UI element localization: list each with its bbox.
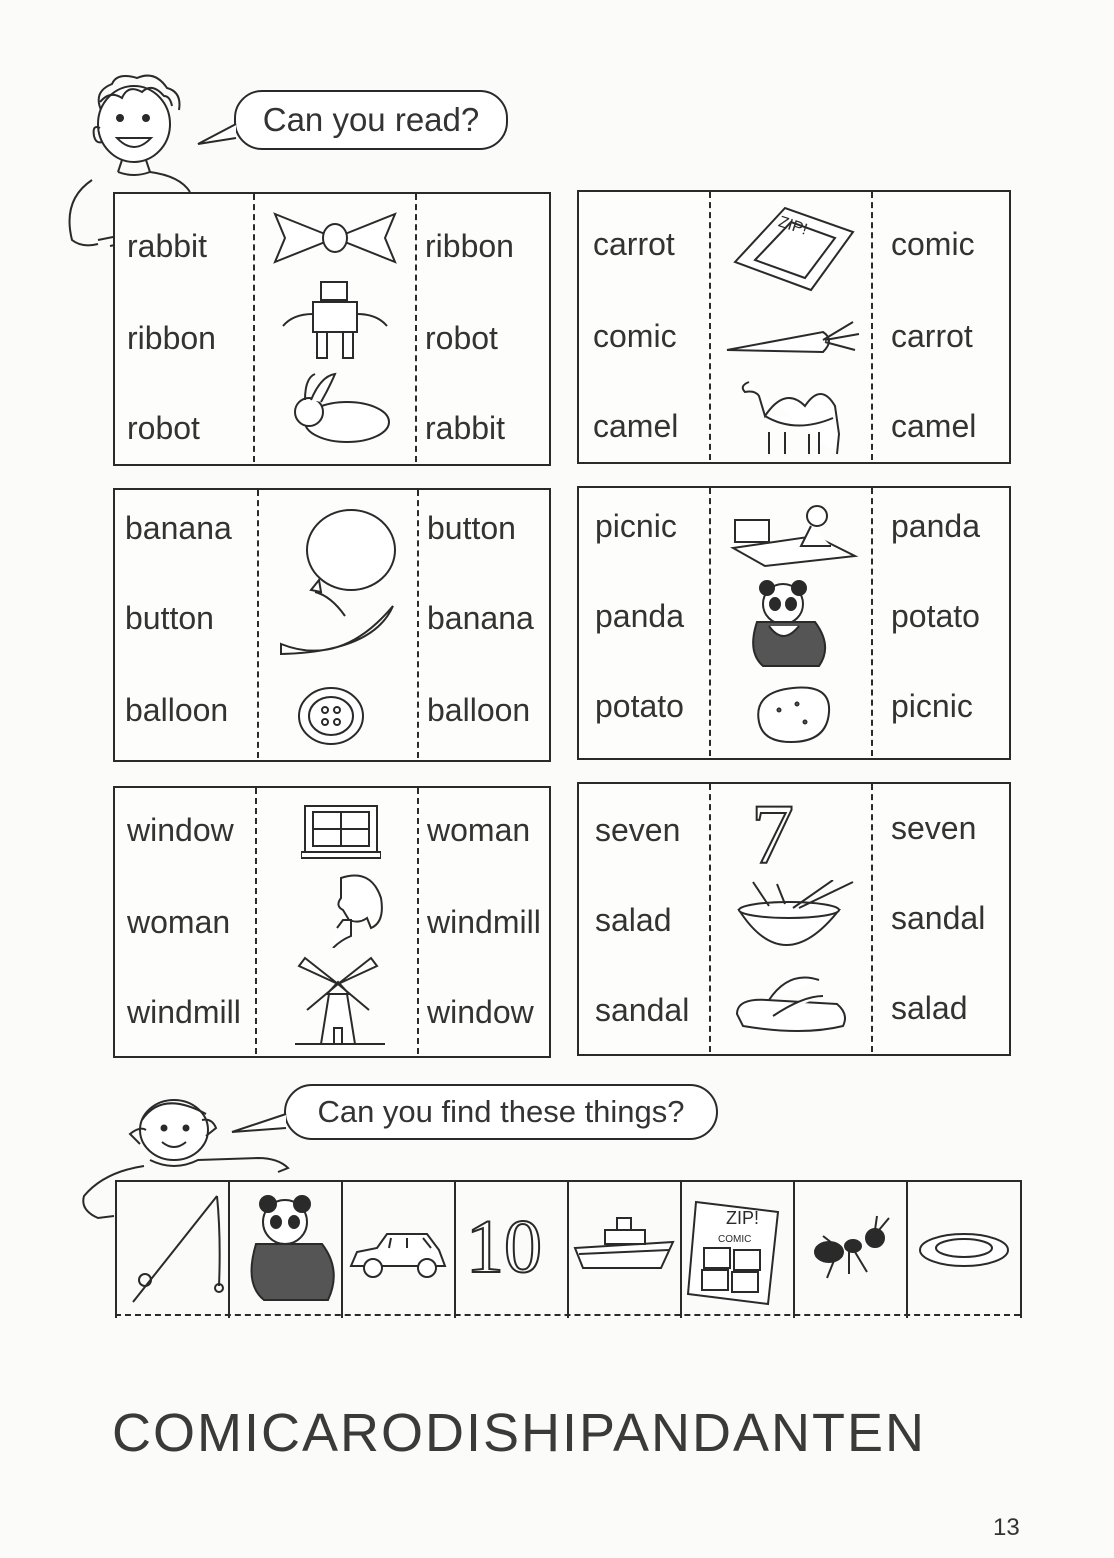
right-word[interactable]: balloon	[427, 692, 531, 728]
button-icon	[295, 684, 367, 748]
fishing-rod-icon	[117, 1182, 227, 1312]
left-word[interactable]: seven	[595, 812, 681, 848]
strip-cell[interactable]	[456, 1182, 569, 1318]
left-word[interactable]: camel	[593, 408, 679, 444]
left-word[interactable]: sandal	[595, 992, 690, 1028]
right-word[interactable]: rabbit	[425, 410, 506, 446]
word-card-2	[577, 190, 1011, 464]
right-word[interactable]: button	[427, 510, 516, 546]
word-card-1	[113, 192, 551, 466]
strip-cell[interactable]	[908, 1182, 1020, 1318]
left-word[interactable]: balloon	[125, 692, 229, 728]
right-word[interactable]: potato	[891, 598, 980, 634]
panda-icon	[729, 576, 839, 672]
window-icon	[301, 802, 381, 862]
right-word[interactable]: carrot	[891, 318, 973, 354]
sandal-icon	[729, 970, 859, 1036]
right-word[interactable]: sandal	[891, 900, 986, 936]
right-word[interactable]: salad	[891, 990, 968, 1026]
banana-icon	[271, 602, 401, 666]
ten-icon: 10	[466, 1205, 542, 1289]
divider	[417, 788, 419, 1054]
woman-icon	[311, 868, 391, 948]
comic-title: ZIP!	[776, 213, 810, 239]
right-word[interactable]: window	[427, 994, 534, 1030]
divider	[709, 784, 711, 1052]
left-word[interactable]: ribbon	[127, 320, 216, 356]
car-icon	[343, 1182, 453, 1312]
divider	[253, 194, 255, 462]
left-word[interactable]: banana	[125, 510, 232, 546]
left-word[interactable]: carrot	[593, 226, 675, 262]
ribbon-icon	[265, 208, 405, 268]
comic-icon	[682, 1182, 792, 1312]
picture-strip	[115, 1180, 1022, 1318]
comic-title: ZIP!	[726, 1208, 760, 1228]
right-word[interactable]: camel	[891, 408, 977, 444]
ant-icon	[795, 1182, 905, 1312]
left-word[interactable]: window	[127, 812, 234, 848]
speech-bubble-find: Can you find these things?	[284, 1084, 718, 1140]
right-word[interactable]: picnic	[891, 688, 973, 724]
right-word[interactable]: robot	[425, 320, 498, 356]
right-word[interactable]: panda	[891, 508, 980, 544]
salad-icon	[729, 880, 859, 960]
seven-icon: 7	[751, 786, 794, 882]
bubble-tail	[230, 1108, 288, 1138]
left-word[interactable]: button	[125, 600, 214, 636]
picnic-icon	[725, 498, 861, 568]
strip-cell[interactable]	[569, 1182, 682, 1318]
comic-sub: COMIC	[718, 1234, 752, 1245]
divider	[871, 488, 873, 756]
divider	[709, 192, 711, 460]
divider	[709, 488, 711, 756]
divider	[257, 490, 259, 758]
ship-icon	[569, 1182, 679, 1312]
word-card-6	[577, 782, 1011, 1056]
word-card-4	[577, 486, 1011, 760]
right-word[interactable]: seven	[891, 810, 977, 846]
left-word[interactable]: potato	[595, 688, 684, 724]
right-word[interactable]: woman	[427, 812, 531, 848]
strip-cell[interactable]	[682, 1182, 795, 1318]
panda-icon	[230, 1182, 340, 1312]
word-card-5	[113, 786, 551, 1058]
page-number: 13	[993, 1514, 1020, 1541]
left-word[interactable]: woman	[127, 904, 231, 940]
strip-cell[interactable]	[795, 1182, 908, 1318]
divider	[871, 784, 873, 1052]
left-word[interactable]: comic	[593, 318, 677, 354]
left-word[interactable]: windmill	[127, 994, 241, 1030]
left-word[interactable]: picnic	[595, 508, 677, 544]
hidden-words-string: COMICARODISHIPANDANTEN	[112, 1403, 927, 1463]
strip-cell[interactable]	[117, 1182, 230, 1318]
left-word[interactable]: robot	[127, 410, 200, 446]
left-word[interactable]: rabbit	[127, 228, 208, 264]
strip-cut-line	[115, 1314, 1020, 1316]
divider	[255, 788, 257, 1054]
divider	[417, 490, 419, 758]
strip-cell[interactable]	[230, 1182, 343, 1318]
right-word[interactable]: comic	[891, 226, 975, 262]
right-word[interactable]: banana	[427, 600, 534, 636]
strip-cell[interactable]	[343, 1182, 456, 1318]
divider	[871, 192, 873, 460]
rabbit-icon	[275, 370, 399, 450]
divider	[415, 194, 417, 462]
left-word[interactable]: salad	[595, 902, 672, 938]
carrot-icon	[723, 310, 863, 360]
camel-icon	[729, 362, 859, 458]
speech-bubble-read: Can you read?	[234, 90, 508, 150]
right-word[interactable]: ribbon	[425, 228, 514, 264]
dish-icon	[908, 1182, 1020, 1312]
windmill-icon	[285, 954, 395, 1050]
right-word[interactable]: windmill	[427, 904, 541, 940]
robot-icon	[273, 274, 397, 364]
bubble-tail	[196, 118, 240, 148]
left-word[interactable]: panda	[595, 598, 684, 634]
word-card-3	[113, 488, 551, 762]
comic-icon	[725, 202, 861, 294]
potato-icon	[749, 682, 835, 746]
